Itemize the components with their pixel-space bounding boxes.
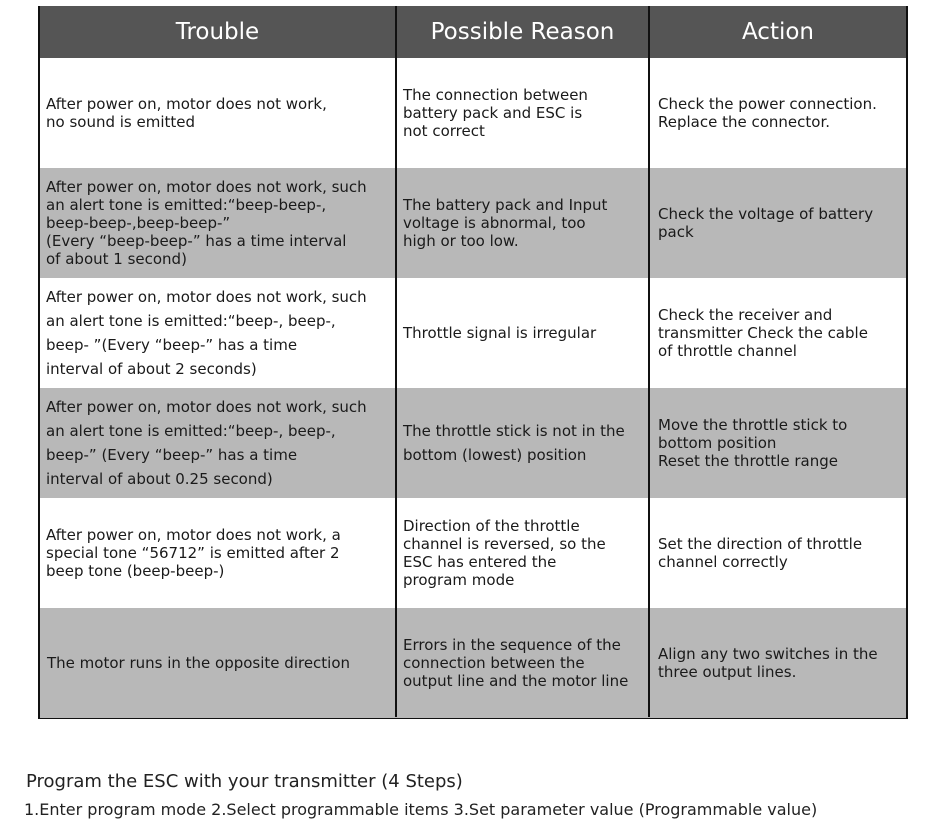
trouble-cell: After power on, motor does not work, no sound is emitted (46, 95, 327, 131)
reason-cell: Errors in the sequence of the connection between the output line and the motor line (403, 636, 629, 690)
reason-cell: The battery pack and Input voltage is abnormal, too high or too low. (403, 196, 608, 250)
table-header (40, 6, 906, 58)
trouble-cell: After power on, motor does not work, a special tone “56712” is emitted after 2 beep tone (beep-beep-) (46, 526, 341, 580)
reason-cell: Direction of the throttle channel is reversed, so the ESC has entered the program mode (403, 517, 606, 589)
table-row (40, 608, 906, 718)
table-row (40, 278, 906, 388)
column-divider (648, 6, 650, 717)
table-row (40, 58, 906, 168)
table-row (40, 168, 906, 278)
header-action: Action (741, 19, 815, 45)
program-steps-line: 1.Enter program mode 2.Select programmable items 3.Set parameter value (Programmable value) (24, 800, 818, 819)
action-cell: Check the receiver and transmitter Check the cable of throttle channel (658, 306, 868, 360)
trouble-cell: After power on, motor does not work, such an alert tone is emitted:“beep-beep-, beep-beep-,beep-beep-” (Every “beep-beep-” has a time interval of about 1 second) (46, 178, 367, 268)
action-cell: Check the power connection. Replace the connector. (658, 95, 877, 131)
trouble-cell: The motor runs in the opposite direction (47, 654, 351, 672)
action-cell: Move the throttle stick to bottom position Reset the throttle range (658, 416, 848, 470)
column-divider (395, 6, 397, 717)
header-trouble: Trouble (175, 19, 260, 45)
header-possible-reason: Possible Reason (430, 19, 615, 45)
table-row (40, 388, 906, 498)
program-esc-heading: Program the ESC with your transmitter (4 Steps) (26, 771, 463, 792)
action-cell: Set the direction of throttle channel correctly (658, 535, 863, 571)
trouble-cell: After power on, motor does not work, such an alert tone is emitted:“beep-, beep-, beep- ”(Every “beep-” has a time interval of about 2 seconds) (46, 288, 367, 378)
troubleshooting-table (38, 6, 908, 719)
action-cell: Check the voltage of battery pack (658, 205, 874, 241)
trouble-cell: After power on, motor does not work, such an alert tone is emitted:“beep-, beep-, beep-” (Every “beep-” has a time interval of about 0.25 second) (46, 398, 367, 488)
reason-cell: Throttle signal is irregular (403, 324, 597, 342)
reason-cell: The connection between battery pack and ESC is not correct (403, 86, 588, 140)
table-row (40, 498, 906, 608)
reason-cell: The throttle stick is not in the bottom (lowest) position (403, 422, 625, 464)
action-cell: Align any two switches in the three output lines. (658, 645, 878, 681)
